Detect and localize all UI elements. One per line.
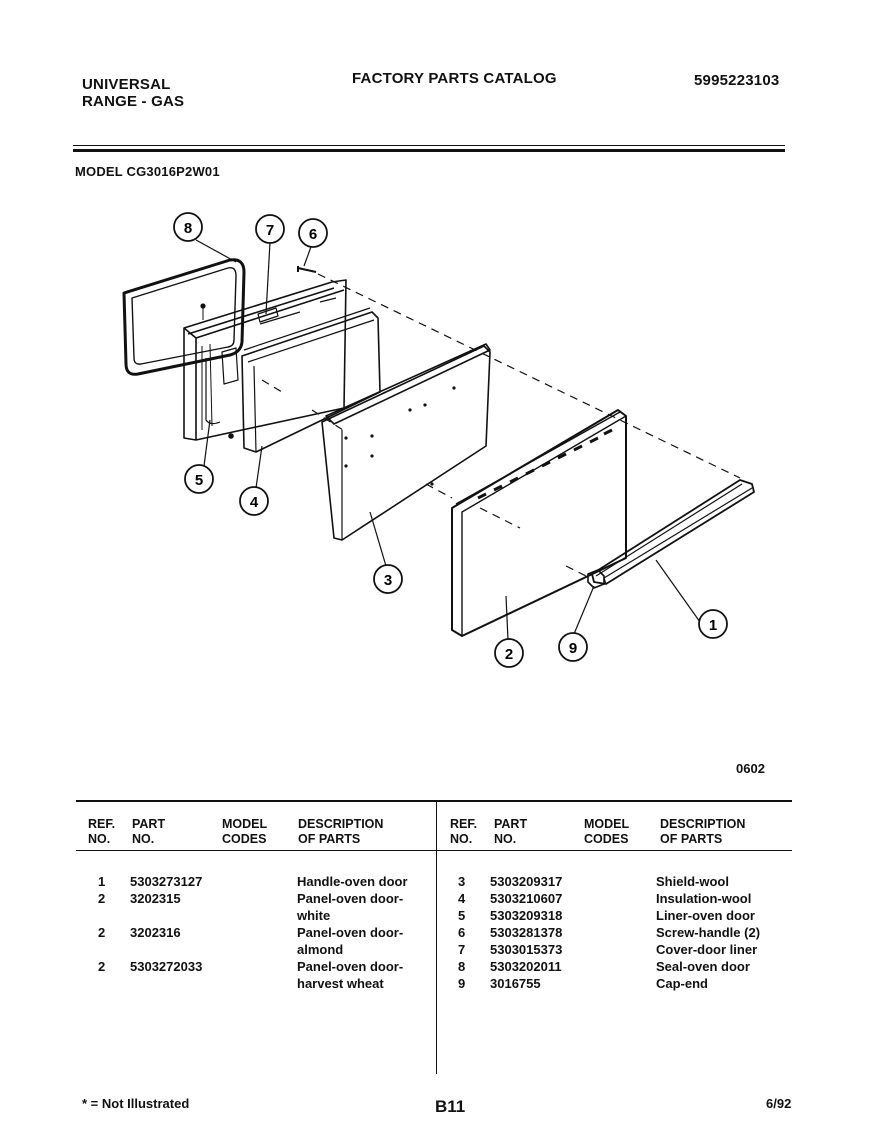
ref-no: 5 [458, 908, 466, 923]
part-no: 5303273127 [130, 874, 203, 889]
description: Screw-handle (2) [656, 925, 761, 940]
ref-no: 8 [458, 959, 466, 974]
description: Panel-oven door- [297, 959, 404, 974]
svg-text:8: 8 [183, 220, 193, 237]
description: Seal-oven door [656, 959, 750, 974]
ref-no: 4 [458, 891, 466, 906]
description: Panel-oven door- [297, 925, 404, 940]
figure-code: 0602 [736, 761, 765, 776]
callout-7 [256, 215, 284, 243]
description: Insulation-wool [656, 891, 752, 906]
ref-no: 7 [458, 942, 466, 957]
description: Liner-oven door [656, 908, 755, 923]
description: Shield-wool [656, 874, 729, 889]
screw-handle-part [298, 266, 316, 272]
brand-line-1: UNIVERSAL [82, 76, 171, 93]
part-no: 5303210607 [490, 891, 563, 906]
header-ref-no: REF. NO. [88, 817, 116, 846]
table-divider [436, 802, 437, 1074]
footnote: * = Not Illustrated [82, 1096, 190, 1111]
callout-9 [559, 633, 587, 661]
header-description: DESCRIPTION OF PARTS [298, 817, 384, 846]
ref-no: 1 [98, 874, 106, 889]
svg-text:5: 5 [194, 472, 204, 489]
header-ref-no-right: REF. NO. [450, 817, 478, 846]
catalog-date: 6/92 [766, 1096, 792, 1111]
callout-8 [174, 213, 202, 241]
part-no: 5303209318 [490, 908, 563, 923]
callout-5 [185, 465, 213, 493]
ref-no: 2 [98, 959, 106, 974]
description-cont: almond [297, 942, 344, 957]
svg-text:3: 3 [383, 572, 393, 589]
page-number: B11 [435, 1097, 466, 1116]
catalog-number: 5995223103 [694, 72, 780, 89]
table-rule-top [76, 800, 792, 802]
exploded-door-diagram [0, 200, 880, 680]
ref-no: 2 [98, 891, 106, 906]
callout-2 [495, 639, 523, 667]
svg-text:2: 2 [504, 646, 514, 663]
ref-no: 3 [458, 874, 466, 889]
part-no: 5303272033 [130, 959, 203, 974]
model-label: MODEL CG3016P2W01 [75, 164, 220, 179]
header-description-right: DESCRIPTION OF PARTS [660, 817, 746, 846]
description-cont: white [297, 908, 331, 923]
svg-text:1: 1 [708, 617, 718, 634]
callout-3 [374, 565, 402, 593]
part-no: 3202316 [130, 925, 181, 940]
panel-oven-door-part [452, 410, 626, 636]
svg-text:7: 7 [265, 222, 275, 239]
table-rule-header [76, 850, 792, 851]
header-part-no-right: PART NO. [494, 817, 528, 846]
handle-oven-door-part [592, 480, 754, 584]
callout-4 [240, 487, 268, 515]
header-part-no: PART NO. [132, 817, 166, 846]
svg-text:6: 6 [308, 226, 318, 243]
svg-text:9: 9 [568, 640, 578, 657]
part-no: 5303202011 [490, 959, 562, 974]
catalog-title: FACTORY PARTS CATALOG [352, 70, 557, 87]
ref-no: 2 [98, 925, 106, 940]
callout-1 [699, 610, 727, 638]
ref-no: 6 [458, 925, 466, 940]
description: Panel-oven door- [297, 891, 404, 906]
part-no: 3202315 [130, 891, 181, 906]
description: Cover-door liner [656, 942, 758, 957]
part-no: 5303209317 [490, 874, 563, 889]
description: Handle-oven door [297, 874, 408, 889]
brand-line-2: RANGE - GAS [82, 93, 185, 110]
part-no: 3016755 [490, 976, 541, 991]
description: Cap-end [656, 976, 708, 991]
header-model-codes-right: MODEL CODES [584, 817, 630, 846]
header-rule-top [73, 145, 785, 146]
svg-text:4: 4 [249, 494, 259, 511]
part-no: 5303281378 [490, 925, 563, 940]
callout-6 [299, 219, 327, 247]
ref-no: 9 [458, 976, 466, 991]
header-rule-bottom [73, 149, 785, 152]
header-model-codes: MODEL CODES [222, 817, 268, 846]
description-cont: harvest wheat [297, 976, 384, 991]
part-no: 5303015373 [490, 942, 563, 957]
